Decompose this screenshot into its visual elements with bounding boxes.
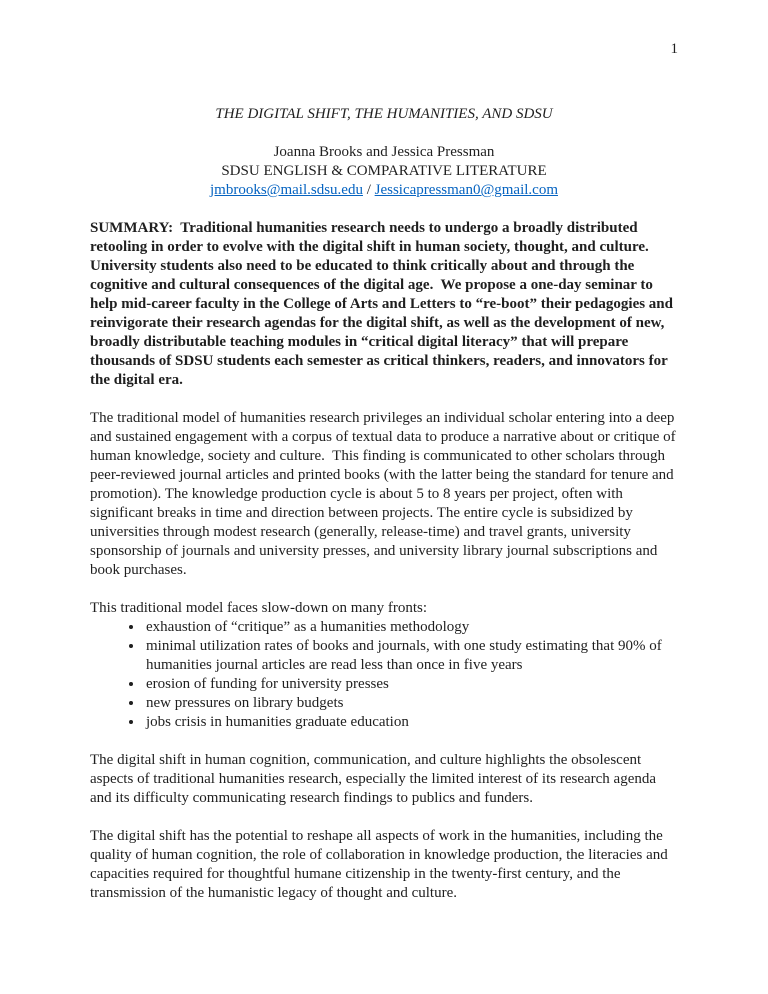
body-paragraph-digital-shift-highlights: The digital shift in human cognition, communication, and culture highlights the obsolescent aspects of traditional humanities research, especially the limited interest of its research agenda and its difficulty communicating research findings to publics and funders. (90, 752, 660, 806)
bullet-list-intro: This traditional model faces slow-down on many fronts: (90, 600, 428, 616)
authors-line: Joanna Brooks and Jessica Pressman (273, 144, 495, 160)
email-line (90, 181, 678, 200)
list-item-funding-erosion: • erosion of funding for university presses (144, 675, 678, 694)
list-item-library-budgets: • new pressures on library budgets (144, 694, 678, 713)
body-paragraph-traditional-model: The traditional model of humanities research privileges an individual scholar entering into a deep and sustained engagement with a corpus of textual data to produce a narrative about or critique of human knowledge, society and culture. This finding is communicated to other scholars through peer-reviewed journal articles and printed books (with the latter being the standard for tenure and promotion). The knowledge production cycle is about 5 to 8 years per project, often with significant breaks in time and direction between projects. The entire cycle is subsidized by universities through modest research (generally, release-time) and travel grants, university sponsorship of journals and university presses, and university library journal subscriptions and book purchases. (90, 410, 680, 578)
email-separator: / (362, 182, 375, 198)
list-item-jobs-crisis: • jobs crisis in humanities graduate education (144, 713, 678, 732)
page-number: 1 (670, 41, 678, 57)
summary-paragraph: SUMMARY: Traditional humanities research needs to undergo a broadly distributed retooling in order to evolve with the digital shift in human society, thought, and culture. University students also need to be educated to think critically about and through the cognitive and cultural consequences of the digital age. We propose a one-day seminar to help mid-career faculty in the College of Arts and Letters to “re-boot” their pedagogies and reinvigorate their research agendas for the digital shift, as well as the development of new, broadly distributable teaching modules in “critical digital literacy” that will prepare thousands of SDSU students each semester as critical thinkers, readers, and innovators for the digital era. (90, 220, 677, 388)
email-link-jmbrooks[interactable]: jmbrooks@mail.sdsu.edu (209, 182, 363, 198)
email-link-jessicapressman[interactable]: Jessicapressman0@gmail.com (374, 182, 558, 198)
affiliation-line: SDSU ENGLISH & COMPARATIVE LITERATURE (221, 163, 547, 179)
list-item-utilization-rates: • minimal utilization rates of books and journals, with one study estimating that 90% of humanities journal articles are read less than once in five years (144, 637, 678, 675)
document-title: THE DIGITAL SHIFT, THE HUMANITIES, AND SDSU (215, 106, 553, 122)
slowdown-bullet-list (90, 618, 678, 732)
body-paragraph-digital-shift-potential: The digital shift has the potential to reshape all aspects of work in the humanities, including the quality of human cognition, the role of collaboration in knowledge production, the literacies and capacities required for thoughtful humane citizenship in the twenty-first century, and the transmission of the humanistic legacy of thought and culture. (90, 828, 672, 901)
list-item-critique-exhaustion: • exhaustion of “critique” as a humanities methodology (144, 618, 678, 637)
